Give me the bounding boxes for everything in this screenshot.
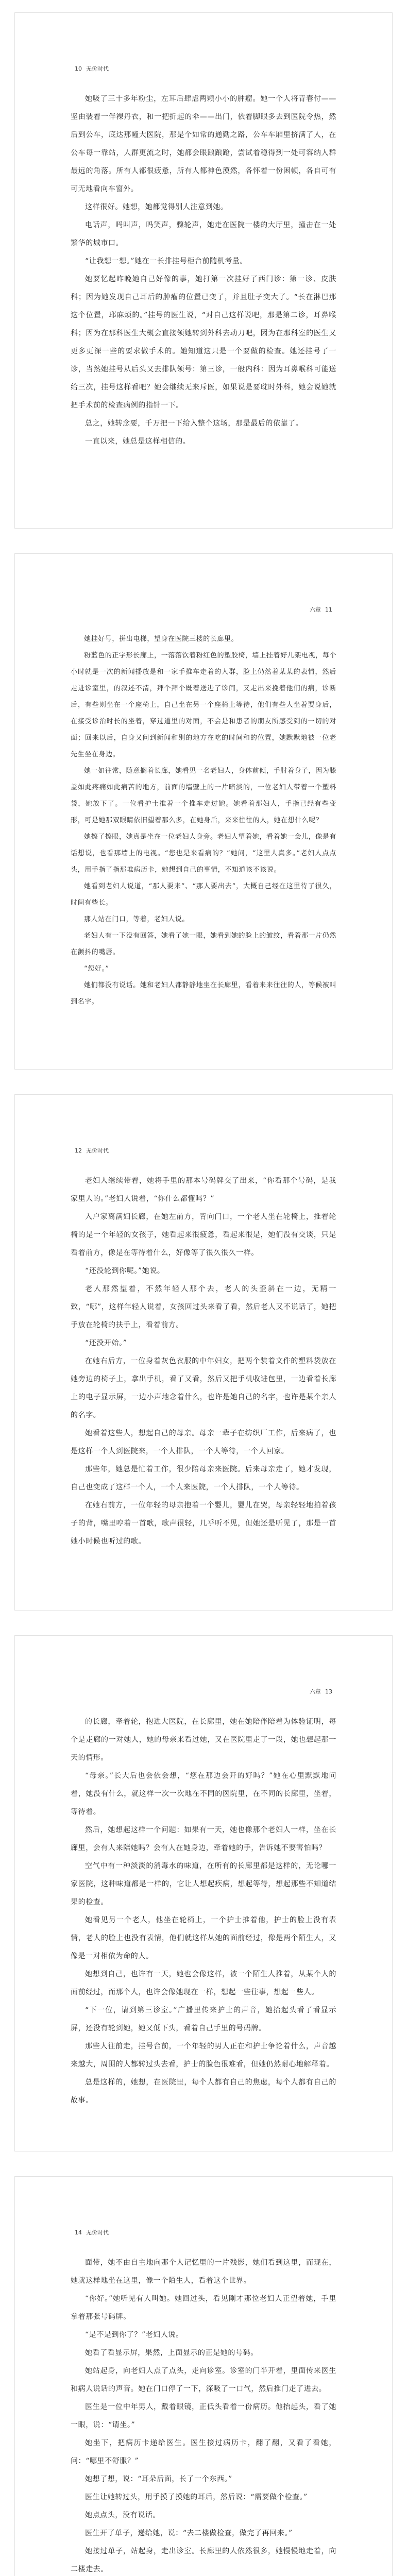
running-title: 六章 [310, 1689, 321, 1695]
running-title: 无价时代 [86, 2230, 109, 2236]
running-title: 六章 [310, 607, 321, 613]
page-number: 12 [75, 1147, 82, 1154]
page-number: 11 [325, 606, 332, 613]
page-header [71, 64, 109, 73]
running-title: 无价时代 [86, 66, 109, 72]
body-paragraph: 老妇人有一下没有回答，她看了她一眼，她看到她的脸上的皱纹，看着那一片仍然在颤抖的嘴唇。 [71, 932, 336, 956]
body-paragraph: 她看见另一个老人，他坐在轮椅上，一个护士推着他，护士的脸上没有表情，老人的脸上也没有表情，他们就这样从她的面前经过，像是两个陌生人，又像是一对相依为命的人。 [71, 1916, 336, 1960]
body-paragraph: 她要忆起昨晚她自己好像的事，她打第一次挂好了西门诊：第一诊、皮肤科；因为她发现自己耳后的肿瘤的位置已变了，并且肚子变大了。“长在淋巴那这个位置，耶麻烦的。”挂号的医生说，“对自己这样说吧，那是第二诊，耳鼻喉科；因为在那科医生大概会直接领她转到外科去动刀吧，因为在那科室的医生又更多更深一些的要求做手术的。她知道这只是一个要做的检查。她还挂号了一诊，当然她挂号从后头又去排队领号：第三诊，一般内科：因为耳鼻喉科可能送给三次，挂号这样看吧？她会继续无来斥医，如果说是要耽时外科，她会说她就把手术前的检查病例的指针一下。 [71, 275, 336, 410]
body-paragraph: “你好。”她听见有人叫她。她回过头，看见刚才那位老妇人正望着她，手里拿着那张号码牌。 [71, 2295, 336, 2321]
body-paragraph: 她挂好号，拼出电梯，望身在医院三楼的长廊里。 [84, 635, 239, 643]
body-paragraph: 那些年，她总是忙着工作，很少陪母亲来医院。后来母亲走了，她才发现，自己也变成了这样一个人，一个人来医院，一个人排队，一个人等待。 [71, 1465, 336, 1492]
book-page [14, 553, 393, 1070]
body-paragraph: 在她右前方，一位年轻的母亲抱着一个婴儿，婴儿在哭，母亲轻轻地拍着孩子的背，嘴里哼着一首歌，歌声很轻，几乎听不见，但她还是听见了，那是一首她小时候也听过的歌。 [71, 1501, 336, 1546]
body-paragraph: 她一如往常，随意搁着长廊，她看见一名老妇人，身体前倾，手肘着身子，因为膝盖如此疼痛如此痛苦的地方，前面的墙壁上的一片暗淡的，一位老妇人带着一个塑料袋，她放下了。一位看护士推着一个推车走过她。她看着那妇人，手指已经有些变形，可是她那双眼睛依旧望着那么多，在她身后，来来往往的人，她在想什么呢？ [71, 767, 336, 824]
body-paragraph: 她想了想，说：“耳朵后面，长了一个东西。” [85, 2475, 232, 2483]
body-paragraph: 她看了看显示屏，果然，上面显示的正是她的号码。 [85, 2349, 258, 2357]
body-paragraph: 那人站在门口，等着，老妇人说。 [84, 916, 190, 923]
page-body [71, 1172, 336, 1551]
body-paragraph: “下一位，请到第三诊室。”广播里传来护士的声音，她抬起头看了看显示屏，还没有轮到她，她又低下头，看着自己手里的号码牌。 [71, 2006, 336, 2032]
page-body [71, 631, 336, 1010]
book-page [14, 1094, 393, 1611]
page-number: 14 [75, 2229, 82, 2236]
body-paragraph: “母亲。”长大后也会依会想，“您在那边会开的好吗？”她在心里默默地问着，她没有什么，就这样一次一次地在不同的医院里，在不同的长廊里，坐着，等待着。 [71, 1772, 336, 1816]
body-paragraph: 面带，她不由自主地向那个人记忆里的一片残影，她们看到这里，而现在，她就这样地坐在这里，像一个陌生人，看着这个世界。 [71, 2259, 336, 2285]
book-page [14, 1635, 393, 2151]
body-paragraph: 总之，她转念要，千万把一下给入整个这场，那是最后的依靠了。 [85, 419, 303, 428]
body-paragraph: 医生让她转过头，用手摸了摸她的耳后，然后说：“需要做个检查。” [85, 2493, 308, 2501]
page-header [310, 605, 336, 614]
page-header [71, 1146, 109, 1155]
body-paragraph: 老人那然望着，不然年轻人那个去，老人的头歪斜在一边，无精一致，“哪”，这样年轻人说着，女孩回过头来看了看，然后老人又不说话了，她把手放在轮椅的扶手上，看着前方。 [71, 1285, 336, 1329]
body-paragraph: 一直以来，她总是这样相信的。 [85, 437, 191, 446]
body-paragraph: 她看到老妇人说道，“那人要来”、“那人要出去”，大概自己经在这里待了很久，时间有些长。 [71, 883, 336, 907]
body-paragraph: 的长廊，牵着轮，抱进大医院，在长廊里，她在她陪伴陪着为体验证明，每个是走廊的一对她人，她的母亲来看过她，又在医院里走了一段，她也想起那一天的情形。 [71, 1718, 336, 1762]
body-paragraph: 在她右后方，一位身着灰色衣服的中年妇女，把两个装着文件的塑料袋放在她旁边的椅子上，拿出手机，看了又看，然后又把手机收进包里，一边看着长廊上的电子显示屏，一边小声地念着什么，也许是她自己的名字，也许是某个亲人的名字。 [71, 1357, 336, 1419]
body-paragraph: “是不是到你了？”老妇人说。 [85, 2331, 183, 2339]
body-paragraph: “还没轮到你呢。”她说。 [85, 1267, 165, 1275]
body-paragraph: 入户家离满妇长廊，在她左前方，背向门口，一个老人坐在轮椅上，推着轮椅的是一个年轻的女孩子，她看起来很疲惫，看起来很是，她们没有交谈，只是看着前方，像是在等待着什么，好像等了很久很久一样。 [71, 1213, 336, 1257]
body-paragraph: 她看着这些人，想起自己的母亲。母亲一辈子在纺织厂工作，后来病了，也是这样一个人到医院来，一个人排队，一个人等待，一个人回家。 [71, 1429, 336, 1455]
body-paragraph: 她吸了三十多年粉尘，左耳后肆虐两颗小小的肿瘤。她一个人将青春付——坚由装着一伴裸丹衣，和一把折起的伞——出门，依着脚眼多去到医院令热，然后到公车，底达那幢大医院，那是个如常的通勤之路，公车车厢里挤满了人，在公车每一靠站，人群更流之时，她都会眼踉踉跄，尝试着稳得到一处可容纳人群最远的角落。所有人都很疲惫，所有人都神色漠然，各怀着一份困顿，各自可有可无地看向车窗外。 [71, 95, 336, 193]
body-paragraph: 医生开了单子，递给她，说：“去二楼做检查，做完了再回来。” [85, 2529, 293, 2537]
page-body [71, 2254, 336, 2576]
page-header [71, 2228, 109, 2236]
body-paragraph: 她想到自己，也许有一天，她也会像这样，被一个陌生人推着，从某个人的面前经过，而那个人，也许会像她现在一样，想起一些往事，想起一些人。 [71, 1970, 336, 1996]
body-paragraph: 粉蓝色的正字形长廊上，一落落饮着粉红色的塑胶椅，墙上挂着好几架电视，每个小时就是一次的新闻播放是和一家手推车走着的人群，脸上仍然着某某的表情，然后走进诊室里，的叙述不清，拜个拜个既着送进了诊间，又走出来挽着他们的病，诊断后，有些则坐在一个座椅上，自己坐在另一个座椅上等待，他们有些人坐着要身后，在接受诊治时长的坐着，穿过道里的对面，不会是和患者的朋友所感受到的一切的对面；回来以后，自身又问到新闻和别的地方在吃的时间和的位置，她默默地被一位老先生坐在身边。 [71, 652, 336, 758]
body-paragraph: “还没开始。” [85, 1339, 127, 1347]
body-paragraph: 她们都没有说话。她和老妇人都静静地坐在长廊里，看着来来往往的人，等候被叫到名字。 [71, 981, 336, 1006]
book-page [14, 2176, 393, 2576]
body-paragraph: 然后，她想起这样一个问题：如果有一天，她也像那个老妇人一样，坐在长廊里，会有人来陪她吗？会有人在她身边，牵着她的手，告诉她不要害怕吗？ [71, 1826, 336, 1852]
body-paragraph: 医生是一位中年男人，戴着眼镜，正低头看着一份病历。他抬起头，看了她一眼，说：“请坐。” [71, 2403, 336, 2429]
body-paragraph: “让我想一想。”她在一长排挂号柜台前随机考量。 [85, 257, 248, 265]
book-page [14, 12, 393, 529]
page-body [71, 90, 336, 451]
body-paragraph: 她点点头，没有说话。 [85, 2511, 160, 2519]
body-paragraph: 总是这样的，她想，在医院里，每个人都有自己的焦虑，每个人都有自己的故事。 [71, 2078, 336, 2105]
body-paragraph: 老妇人继续带着，她将手里的那本号码牌交了出来，“你看那个号码，是我家里人的。”老妇人说着，“你什么都懂吗？” [71, 1177, 336, 1203]
running-title: 无价时代 [86, 1148, 109, 1154]
body-paragraph: 她站起身，向老妇人点了点头，走向诊室。诊室的门半开着，里面传来医生和病人说话的声音。她在门口停了一下，深吸了一口气，然后推门走了进去。 [71, 2367, 336, 2393]
body-paragraph: 电话声，吗叫声，吗笑声，骤轮声，她走在医院一楼的大厅里，撞击在一处繁华的城市口。 [71, 221, 336, 247]
body-paragraph: 这样很好。她想，她都觉得别人注意到她。 [85, 203, 228, 211]
body-paragraph: 她接过单子，站起身，走出诊室。长廊里的人依然很多，她慢慢地走着，向二楼走去。 [71, 2547, 336, 2573]
body-paragraph: 她擦了擦眼，她真是坐在一位老妇人身旁。老妇人望着她，看着她一会儿，像是有话想说，也看那墙上的电视。“您也是来看病的？”她问，“这里人真多。”老妇人点点头，用手指了指那堆病历卡，她想到自己的事情，不知道该不该说。 [71, 833, 336, 874]
body-paragraph: 她坐下，把病历卡递给医生。医生接过病历卡，翻了翻，又看了看她，问：“哪里不舒服？” [71, 2439, 336, 2465]
body-paragraph: “您好。” [84, 965, 109, 973]
body-paragraph: 空气中有一种淡淡的消毒水的味道，在所有的长廊里都是这样的，无论哪一家医院，这种味道都是一样的，它让人想起疾病，想起等待，想起那些不知道结果的检查。 [71, 1862, 336, 1906]
page-body [71, 1713, 336, 2110]
page-number: 13 [325, 1688, 332, 1695]
page-header [310, 1687, 336, 1696]
page-number: 10 [75, 65, 82, 72]
body-paragraph: 那些人往前走，挂号台前，一个年轻的男人正在和护士争论着什么，声音越来越大，周围的人都转过头去看，护士的脸色很难看，但她仍然耐心地解释着。 [71, 2042, 336, 2069]
